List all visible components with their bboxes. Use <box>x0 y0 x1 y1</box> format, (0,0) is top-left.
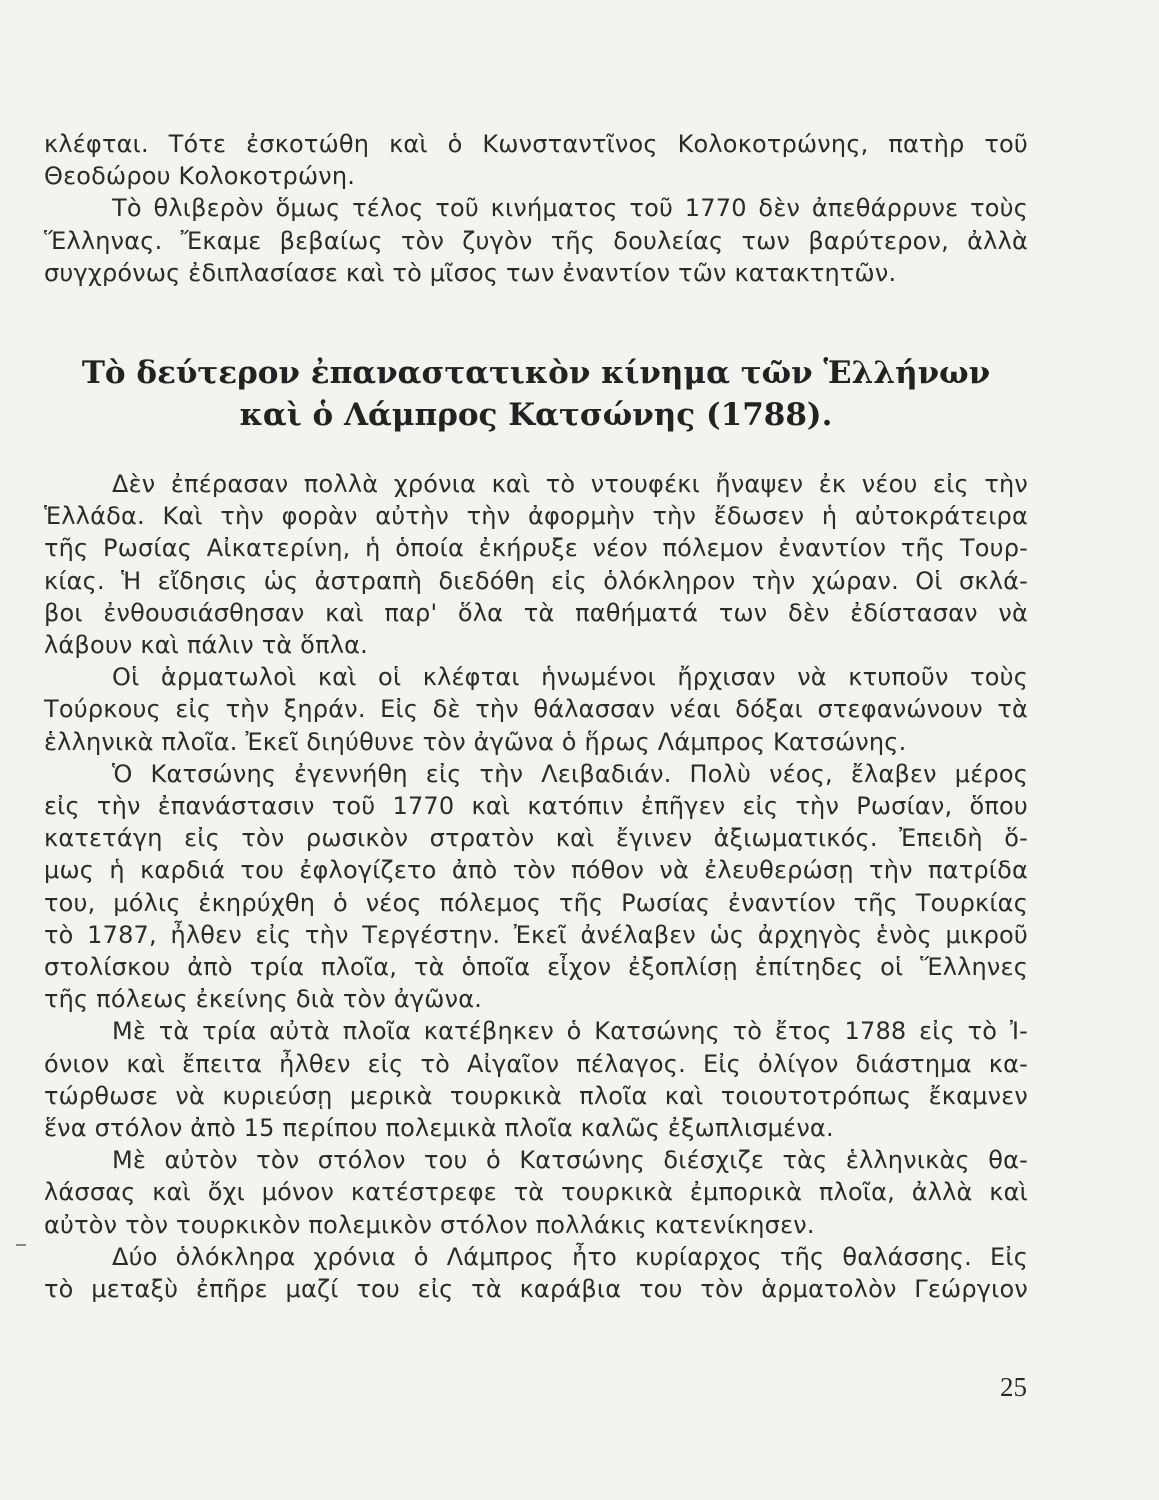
text-line: λάσσας καὶ ὄχι μόνον κατέστρεφε τὰ τουρκικὰ ἐμπορικὰ πλοῖα, ἀλλὰ καὶ <box>44 1178 1028 1207</box>
text-line: εἰς τὴν ἐπανάστασιν τοῦ 1770 καὶ κατόπιν ἐπῆγεν εἰς τὴν Ρωσίαν, ὅπου <box>44 792 1028 821</box>
text-line: τὸ μεταξὺ ἐπῆρε μαζί του εἰς τὰ καράβια του τὸν ἁρματολὸν Γεώργιον <box>44 1275 1028 1304</box>
text-line: ἕνα στόλον ἀπὸ 15 περίπου πολεμικὰ πλοῖα καλῶς ἐξωπλισμένα. <box>44 1114 834 1143</box>
text-line: Οἱ ἁρματωλοὶ καὶ οἱ κλέφται ἡνωμένοι ἤρχισαν νὰ κτυποῦν τοὺς <box>112 663 1028 692</box>
text-line: όνιον καὶ ἔπειτα ἦλθεν εἰς τὸ Αἰγαῖον πέλαγος. Εἰς ὀλίγον διάστημα κα- <box>44 1049 1028 1078</box>
heading-line-2: καὶ ὁ Λάμπρος Κατσώνης (1788). <box>239 397 833 433</box>
text-line: κατετάγη εἰς τὸν ρωσικὸν στρατὸν καὶ ἔγινεν ἀξιωματικός. Ἐπειδὴ ὅ- <box>44 824 1028 853</box>
text-line: του, μόλις ἐκηρύχθη ὁ νέος πόλεμος τῆς Ρωσίας ἐναντίον τῆς Τουρκίας <box>44 888 1028 917</box>
text-line: κλέφται. Τότε ἐσκοτώθη καὶ ὁ Κωνσταντῖνος Κολοκοτρώνης, πατὴρ τοῦ <box>44 130 1028 158</box>
page-number: 25 <box>1000 1372 1027 1402</box>
section-heading <box>44 352 1028 436</box>
heading-line-1: Τὸ δεύτερον ἐπαναστατικὸν κίνημα τῶν Ἑλλήνων <box>81 355 991 391</box>
text-line: συγχρόνως ἐδιπλασίασε καὶ τὸ μῖσος των ἐναντίον τῶν κατακτητῶν. <box>44 258 897 287</box>
text-line: ἑλληνικὰ πλοῖα. Ἐκεῖ διηύθυνε τὸν ἀγῶνα ὁ ἥρως Λάμπρος Κατσώνης. <box>44 727 907 756</box>
text-line: Ὁ Κατσώνης ἐγεννήθη εἰς τὴν Λειβαδιάν. Πολὺ νέος, ἔλαβεν μέρος <box>112 759 1028 788</box>
margin-mark <box>16 1244 26 1246</box>
text-line: τώρθωσε νὰ κυριεύσῃ μερικὰ τουρκικὰ πλοῖα καὶ τοιουτοτρόπως ἔκαμνεν <box>44 1081 1028 1110</box>
text-line: κίας. Ἡ εἴδησις ὡς ἀστραπὴ διεδόθη εἰς ὁλόκληρον τὴν χώραν. Οἱ σκλά- <box>44 566 1028 595</box>
text-line: αὐτὸν τὸν τουρκικὸν πολεμικὸν στόλον πολλάκις κατενίκησεν. <box>44 1210 815 1239</box>
text-line: Ἕλληνας. Ἔκαμε βεβαίως τὸν ζυγὸν τῆς δουλείας των βαρύτερον, ἀλλὰ <box>44 226 1028 255</box>
section-body <box>44 468 1028 1305</box>
text-line: τῆς Ρωσίας Αἰκατερίνη, ἡ ὁποία ἐκήρυξε νέον πόλεμον ἐναντίον τῆς Τουρ- <box>44 534 1028 563</box>
text-line: Τὸ θλιβερὸν ὅμως τέλος τοῦ κινήματος τοῦ 1770 δὲν ἀπεθάρρυνε τοὺς <box>112 194 1028 223</box>
text-line: βοι ἐνθουσιάσθησαν καὶ παρ' ὅλα τὰ παθήματά των δὲν ἐδίστασαν νὰ <box>44 598 1028 627</box>
text-line: Τούρκους εἰς τὴν ξηράν. Εἰς δὲ τὴν θάλασσαν νέαι δόξαι στεφανώνουν τὰ <box>44 695 1028 724</box>
text-line: τῆς πόλεως ἐκείνης διὰ τὸν ἀγῶνα. <box>44 985 483 1014</box>
text-line: τὸ 1787, ἦλθεν εἰς τὴν Τεργέστην. Ἐκεῖ ἀνέλαβεν ὡς ἀρχηγὸς ἑνὸς μικροῦ <box>44 920 1028 949</box>
text-line: Μὲ αὐτὸν τὸν στόλον του ὁ Κατσώνης διέσχιζε τὰς ἑλληνικὰς θα- <box>112 1146 1028 1175</box>
text-line: μως ἡ καρδιά του ἐφλογίζετο ἀπὸ τὸν πόθον νὰ ἐλευθερώσῃ τὴν πατρίδα <box>44 856 1028 885</box>
text-line: Θεοδώρου Κολοκοτρώνη. <box>44 162 356 191</box>
text-line: στολίσκου ἀπὸ τρία πλοῖα, τὰ ὁποῖα εἶχον ἐξοπλίσῃ ἐπίτηδες οἱ Ἕλληνες <box>44 953 1028 982</box>
text-line: λάβουν καὶ πάλιν τὰ ὅπλα. <box>44 631 368 660</box>
text-line: Μὲ τὰ τρία αὐτὰ πλοῖα κατέβηκεν ὁ Κατσώνης τὸ ἔτος 1788 εἰς τὸ Ἰ- <box>112 1017 1028 1046</box>
text-line: Ἑλλάδα. Καὶ τὴν φορὰν αὐτὴν τὴν ἀφορμὴν τὴν ἔδωσεν ἡ αὐτοκράτειρα <box>44 502 1028 531</box>
intro-paragraphs <box>44 128 1028 289</box>
text-line: Δὲν ἐπέρασαν πολλὰ χρόνια καὶ τὸ ντουφέκι ἤναψεν ἐκ νέου εἰς τὴν <box>112 470 1028 498</box>
text-line: Δύο ὁλόκληρα χρόνια ὁ Λάμπρος ἦτο κυρίαρχος τῆς θαλάσσης. Εἰς <box>112 1242 1028 1271</box>
